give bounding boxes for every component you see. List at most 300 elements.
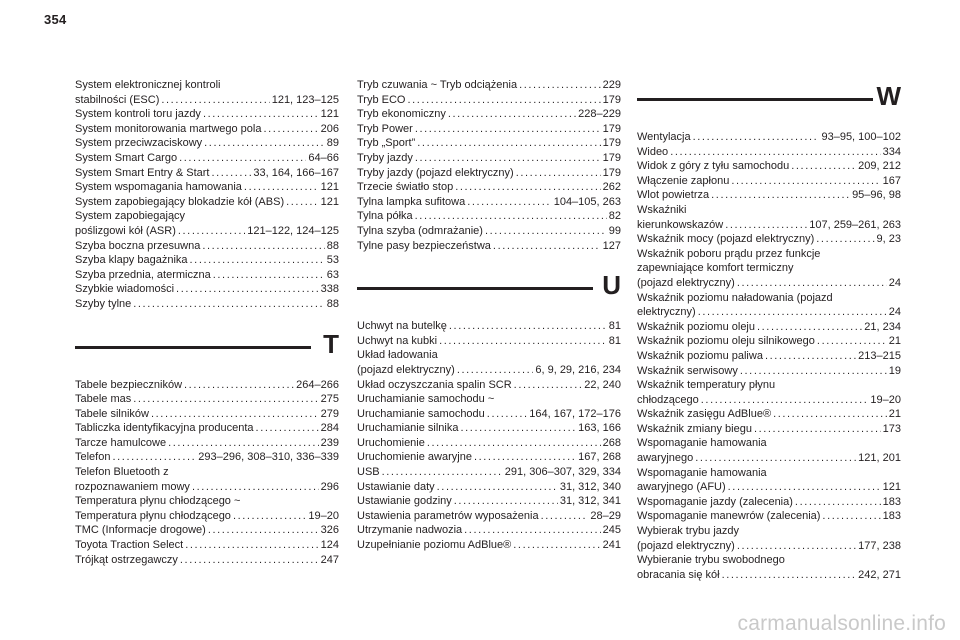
- index-entry-text: Wskaźnik poziomu oleju silnikowego: [637, 335, 815, 348]
- index-entry-pages: 127: [602, 239, 621, 252]
- dot-leader: [695, 451, 856, 466]
- dot-leader: [493, 239, 601, 254]
- index-entry-pages: 31, 312, 340: [559, 480, 621, 493]
- dot-leader: [204, 136, 325, 151]
- index-entry-pages: 264–266: [296, 378, 339, 391]
- dot-leader: [698, 305, 887, 320]
- index-entry-text: Włączenie zapłonu: [637, 174, 730, 187]
- index-entry-pages: 6, 9, 29, 216, 234: [535, 363, 621, 376]
- index-entry-text: Ustawianie daty: [357, 480, 435, 493]
- index-entry-pages: 121: [320, 181, 339, 194]
- index-entry-text: Wskaźnik zmiany biegu: [637, 422, 752, 435]
- index-entry-pages: 121–122, 124–125: [247, 224, 339, 237]
- index-entry: [637, 495, 901, 510]
- index-entry-text: Tylna półka: [357, 210, 413, 223]
- dot-leader: [208, 523, 319, 538]
- index-entry-text: Tryb „Sport”: [357, 137, 416, 150]
- dot-leader: [455, 180, 600, 195]
- index-entry-pages: 275: [320, 393, 339, 406]
- index-entry-line: [75, 253, 339, 268]
- index-entry-pages: 24: [888, 306, 901, 319]
- index-entry-line: [357, 436, 621, 451]
- index-entry-pages: 82: [608, 210, 621, 223]
- index-entry: [75, 151, 339, 166]
- index-entry-line: [75, 151, 339, 166]
- index-entry-line: [357, 319, 621, 334]
- letter-header: [637, 78, 901, 118]
- index-entry-text: Wybieranie trybu swobodnego: [637, 554, 785, 567]
- index-entry: [357, 209, 621, 224]
- index-entry-line: [75, 297, 339, 312]
- index-entry-line: [357, 239, 621, 254]
- index-entry: [637, 334, 901, 349]
- index-entry-text: Wentylacja: [637, 131, 691, 143]
- index-entry: [637, 145, 901, 160]
- dot-leader: [192, 480, 319, 495]
- index-entry-line: [357, 334, 621, 349]
- index-entry-pages: 167, 268: [578, 451, 621, 464]
- index-entry-pages: 9, 23: [876, 233, 901, 246]
- index-entry-text: zapewniające komfort termiczny: [637, 262, 794, 275]
- index-entry: [75, 282, 339, 297]
- index-entry-line: [637, 509, 901, 524]
- index-entry-line: [357, 465, 621, 480]
- index-entry-pages: 107, 259–261, 263: [809, 218, 901, 231]
- index-entry-text: Tryb ECO: [357, 93, 406, 106]
- index-entry-line: [75, 407, 339, 422]
- index-entry: [75, 209, 339, 238]
- index-entry-text: System elektronicznej kontroli: [75, 79, 221, 91]
- index-entry-line: [75, 268, 339, 283]
- dot-leader: [190, 253, 325, 268]
- index-entry-pages: 24: [888, 276, 901, 289]
- index-entry-text: kierunkowskazów: [637, 218, 724, 231]
- index-entry-text: Uchwyt na kubki: [357, 334, 438, 347]
- dot-leader: [168, 436, 319, 451]
- dot-leader: [725, 218, 807, 233]
- index-entry-line: [637, 407, 901, 422]
- index-entry-pages: 121: [882, 481, 901, 494]
- index-entry-pages: 88: [326, 239, 339, 252]
- index-entry-pages: 22, 240: [584, 378, 621, 391]
- index-entry: [357, 421, 621, 436]
- index-entry-pages: 93–95, 100–102: [821, 131, 901, 143]
- index-entry-text: (pojazd elektryczny): [637, 276, 735, 289]
- index-entry-text: Temperatura płynu chłodzącego: [75, 509, 231, 522]
- index-entry-line: [357, 122, 621, 137]
- dot-leader: [439, 334, 607, 349]
- index-entry: [357, 538, 621, 553]
- index-entry-text: Szyba przednia, atermiczna: [75, 268, 211, 281]
- index-entry-line: [357, 209, 621, 224]
- index-entry-text: Szyby tylne: [75, 297, 132, 310]
- index-entry-text: Szyba klapy bagażnika: [75, 254, 188, 267]
- index-entry-pages: 239: [320, 436, 339, 449]
- dot-leader: [437, 480, 558, 495]
- index-entry: [637, 130, 901, 145]
- index-entry: [75, 239, 339, 254]
- index-entry: [637, 349, 901, 364]
- index-entry: [637, 524, 901, 553]
- index-entry: [75, 107, 339, 122]
- index-entry-text: Wlot powietrza: [637, 189, 710, 202]
- index-entry-text: Układ oczyszczania spalin SCR: [357, 378, 512, 391]
- dot-leader: [485, 224, 607, 239]
- index-entry-line: [357, 509, 621, 524]
- index-entry: [357, 348, 621, 377]
- index-entry-line: [637, 305, 901, 320]
- index-entry: [357, 122, 621, 137]
- index-entry-line: [75, 480, 339, 495]
- index-entry-text: Ustawianie godziny: [357, 495, 452, 508]
- dot-leader: [161, 93, 269, 108]
- index-entry-text: Wskaźnik poziomu paliwa: [637, 349, 763, 362]
- index-entry-pages: 296: [320, 480, 339, 493]
- index-entry: [357, 392, 621, 421]
- index-entry: [357, 224, 621, 239]
- dot-leader: [740, 364, 887, 379]
- index-entry-line: [637, 349, 901, 364]
- index-entry-pages: 268: [602, 436, 621, 449]
- dot-leader: [816, 232, 874, 247]
- index-entry: [637, 291, 901, 320]
- index-entry-pages: 21, 234: [864, 320, 901, 333]
- index-entry: [357, 480, 621, 495]
- index-entry-text: Tryb czuwania ~ Tryb odciążenia: [357, 79, 518, 91]
- index-entry-text: Wskaźnik mocy (pojazd elektryczny): [637, 233, 815, 246]
- index-entry: [75, 195, 339, 210]
- index-entry: [637, 320, 901, 335]
- index-entry: [637, 159, 901, 174]
- index-entry-pages: 64–66: [308, 151, 339, 164]
- index-entry-pages: 121: [320, 195, 339, 208]
- index-entry-text: Tarcze hamulcowe: [75, 436, 167, 449]
- index-entry: [637, 364, 901, 379]
- index-entry-text: Wspomaganie hamowania: [637, 466, 767, 479]
- index-entry-line: [637, 232, 901, 247]
- index-section: [357, 267, 621, 553]
- dot-leader: [693, 130, 820, 145]
- index-entry-text: (pojazd elektryczny): [357, 363, 455, 376]
- index-entry-text: Tryb Power: [357, 122, 413, 135]
- dot-leader: [133, 297, 325, 312]
- dot-leader: [415, 209, 607, 224]
- dot-leader: [722, 568, 857, 583]
- index-entry-pages: 28–29: [590, 509, 621, 522]
- dot-leader: [233, 509, 306, 524]
- index-entry-pages: 179: [602, 151, 621, 164]
- index-entry-pages: 89: [326, 137, 339, 150]
- index-entry-text: Układ ładowania: [357, 349, 438, 362]
- index-entry-text: Tabele silników: [75, 407, 149, 420]
- dot-leader: [461, 421, 577, 436]
- dot-leader: [454, 494, 558, 509]
- index-entry-line: [637, 568, 901, 583]
- section-letter: U: [602, 270, 621, 301]
- index-entry-line: [637, 145, 901, 160]
- dot-leader: [112, 450, 196, 465]
- index-entry-line: [75, 450, 339, 465]
- index-entry: [75, 78, 339, 107]
- index-entry-line: [637, 174, 901, 189]
- index-entry-text: Wspomaganie hamowania: [637, 437, 767, 450]
- index-entry: [75, 421, 339, 436]
- index-entry-text: Tryby jazdy (pojazd elektryczny): [357, 166, 514, 179]
- index-entry-line: [357, 136, 621, 151]
- index-entry-pages: 293–296, 308–310, 336–339: [198, 451, 339, 464]
- index-entry-line: [357, 378, 621, 393]
- index-entry: [637, 553, 901, 582]
- index-entry: [357, 509, 621, 524]
- index-entry-pages: 338: [320, 283, 339, 296]
- index-entry-text: Tylne pasy bezpieczeństwa: [357, 239, 491, 252]
- index-entry-line: [637, 130, 901, 145]
- index-entry: [75, 297, 339, 312]
- index-entry-text: Uruchomienie: [357, 436, 425, 449]
- index-entry-text: USB: [357, 466, 380, 479]
- index-entry: [357, 93, 621, 108]
- index-entry: [357, 378, 621, 393]
- index-column-3: [637, 78, 901, 582]
- index-entry-line: [637, 393, 901, 408]
- dot-leader: [795, 495, 881, 510]
- index-entry-text: Tylna szyba (odmrażanie): [357, 224, 483, 237]
- index-entry: [75, 268, 339, 283]
- dot-leader: [737, 539, 856, 554]
- index-entry-line: [357, 151, 621, 166]
- index-entry-pages: 81: [608, 334, 621, 347]
- index-section: [637, 78, 901, 582]
- letter-divider-rule: [75, 346, 311, 349]
- index-entry-text: Uruchamianie samochodu: [357, 407, 485, 420]
- index-entry-text: Toyota Traction Select: [75, 539, 184, 552]
- index-entry-line: [75, 436, 339, 451]
- dot-leader: [731, 174, 880, 189]
- index-entry-pages: 124: [320, 539, 339, 552]
- index-entry-text: Tabliczka identyfikacyjna producenta: [75, 422, 254, 435]
- letter-divider-rule: [357, 287, 593, 290]
- index-entry: [75, 553, 339, 568]
- index-entry: [637, 174, 901, 189]
- index-entry: [357, 136, 621, 151]
- index-entry-text: Widok z góry z tyłu samochodu: [637, 160, 790, 173]
- index-entry-line: [637, 480, 901, 495]
- index-entry-pages: 241: [602, 539, 621, 552]
- index-entry: [75, 253, 339, 268]
- index-entry-text: Wspomaganie manewrów (zalecenia): [637, 510, 821, 523]
- index-entry-pages: 334: [882, 145, 901, 158]
- index-entry: [75, 166, 339, 181]
- index-entry-pages: 206: [320, 122, 339, 135]
- index-entry-text: Tryby jazdy: [357, 151, 413, 164]
- index-entry-pages: 121, 123–125: [271, 93, 339, 106]
- dot-leader: [467, 195, 551, 210]
- index-entry-text: System zapobiegający blokadzie kół (ABS): [75, 195, 285, 208]
- index-entry: [357, 239, 621, 254]
- dot-leader: [448, 107, 576, 122]
- index-entry-pages: 179: [602, 166, 621, 179]
- index-entry-text: Wybierak trybu jazdy: [637, 525, 739, 538]
- index-entry-pages: 179: [602, 122, 621, 135]
- index-entry-text: System zapobiegający: [75, 210, 186, 223]
- index-entry: [637, 422, 901, 437]
- index-entry-text: chłodzącego: [637, 393, 699, 406]
- index-entry-text: System Smart Cargo: [75, 151, 178, 164]
- index-section: [75, 78, 339, 312]
- index-entry-line: [75, 224, 339, 239]
- index-entry: [357, 107, 621, 122]
- index-entry: [357, 436, 621, 451]
- dot-leader: [427, 436, 601, 451]
- index-entry-line: [357, 166, 621, 181]
- dot-leader: [185, 538, 318, 553]
- dot-leader: [817, 334, 887, 349]
- section-letter: T: [323, 328, 339, 359]
- dot-leader: [415, 151, 601, 166]
- index-entry-line: [637, 539, 901, 554]
- index-entry: [75, 538, 339, 553]
- index-entry-pages: 279: [320, 407, 339, 420]
- index-entry-pages: 262: [602, 181, 621, 194]
- index-entry-line: [357, 363, 621, 378]
- index-entry-text: obracania się kół: [637, 568, 720, 581]
- index-entry: [357, 319, 621, 334]
- dot-leader: [541, 509, 589, 524]
- index-entry: [357, 450, 621, 465]
- index-entry: [75, 436, 339, 451]
- index-entry-pages: 33, 164, 166–167: [253, 166, 339, 179]
- index-entry-line: [357, 421, 621, 436]
- dot-leader: [773, 407, 887, 422]
- index-entry-line: [75, 282, 339, 297]
- index-entry-text: stabilności (ESC): [75, 93, 160, 106]
- index-entry-text: Uruchamianie silnika: [357, 422, 459, 435]
- index-entry-pages: 173: [882, 422, 901, 435]
- dot-leader: [179, 151, 306, 166]
- index-entry: [357, 523, 621, 538]
- dot-leader: [487, 407, 527, 422]
- dot-leader: [211, 166, 251, 181]
- index-entry-pages: 121, 201: [858, 452, 901, 465]
- index-entry-line: [75, 93, 339, 108]
- index-entry-pages: 81: [608, 320, 621, 333]
- index-entry: [357, 334, 621, 349]
- dot-leader: [382, 465, 503, 480]
- index-entry-line: [75, 553, 339, 568]
- index-entry-text: System kontroli toru jazdy: [75, 108, 201, 121]
- dot-leader: [670, 145, 880, 160]
- index-entry: [637, 466, 901, 495]
- index-entry: [637, 509, 901, 524]
- dot-leader: [765, 349, 856, 364]
- index-entry-text: Wskaźniki: [637, 203, 687, 216]
- index-entry-pages: 19–20: [870, 393, 901, 406]
- index-entry: [357, 465, 621, 480]
- index-entry-pages: 31, 312, 341: [559, 495, 621, 508]
- index-entry-pages: 104–105, 263: [553, 195, 621, 208]
- index-entry-line: [357, 407, 621, 422]
- index-entry: [357, 180, 621, 195]
- index-entry-line: [357, 480, 621, 495]
- index-entry-text: Uruchamianie samochodu ~: [357, 393, 495, 406]
- index-entry-pages: 242, 271: [858, 568, 901, 581]
- dot-leader: [513, 538, 600, 553]
- index-entry-line: [637, 218, 901, 233]
- index-entry-pages: 88: [326, 297, 339, 310]
- dot-leader: [464, 523, 600, 538]
- index-entry-pages: 95–96, 98: [852, 189, 901, 202]
- index-entry-text: Tabele bezpieczników: [75, 378, 183, 391]
- index-entry-line: [357, 450, 621, 465]
- index-entry: [357, 78, 621, 93]
- dot-leader: [711, 188, 850, 203]
- index-entry-text: Ustawienia parametrów wyposażenia: [357, 509, 539, 522]
- index-entry-line: [637, 422, 901, 437]
- index-entry: [75, 136, 339, 151]
- letter-header: [75, 326, 339, 366]
- index-entry: [637, 378, 901, 407]
- index-entry-text: System monitorowania martwego pola: [75, 122, 262, 135]
- index-entry: [357, 151, 621, 166]
- index-entry-line: [75, 509, 339, 524]
- index-entry-line: [75, 180, 339, 195]
- index-entry-line: [357, 523, 621, 538]
- dot-leader: [256, 421, 319, 436]
- dot-leader: [203, 107, 319, 122]
- dot-leader: [737, 276, 887, 291]
- index-entry-text: Tryb ekonomiczny: [357, 108, 446, 121]
- index-entry-line: [357, 180, 621, 195]
- dot-leader: [202, 239, 324, 254]
- index-entry-text: Wskaźnik temperatury płynu: [637, 379, 776, 392]
- dot-leader: [415, 122, 601, 137]
- index-entry-pages: 183: [882, 495, 901, 508]
- dot-leader: [822, 509, 880, 524]
- index-entry-text: Uzupełnianie poziomu AdBlue®: [357, 539, 512, 552]
- index-entry-line: [75, 392, 339, 407]
- index-entry-line: [75, 239, 339, 254]
- dot-leader: [701, 393, 869, 408]
- index-entry-line: [75, 421, 339, 436]
- index-entry-pages: 21: [888, 408, 901, 421]
- dot-leader: [514, 378, 583, 393]
- index-entry-text: Wideo: [637, 145, 669, 158]
- dot-leader: [244, 180, 319, 195]
- dot-leader: [457, 363, 534, 378]
- dot-leader: [286, 195, 319, 210]
- index-entry: [75, 407, 339, 422]
- index-entry: [75, 465, 339, 494]
- index-entry: [75, 494, 339, 523]
- index-entry: [75, 180, 339, 195]
- dot-leader: [184, 378, 294, 393]
- dot-leader: [474, 450, 576, 465]
- index-entry-text: System Smart Entry & Start: [75, 166, 210, 179]
- index-entry-line: [357, 93, 621, 108]
- index-entry-line: [75, 523, 339, 538]
- index-entry-text: Wskaźnik serwisowy: [637, 364, 738, 377]
- index-entry-pages: 209, 212: [858, 160, 901, 173]
- index-entry-text: Wskaźnik zasięgu AdBlue®: [637, 408, 772, 421]
- index-entry-line: [637, 320, 901, 335]
- index-entry-pages: 21: [888, 335, 901, 348]
- dot-leader: [213, 268, 325, 283]
- index-entry: [357, 494, 621, 509]
- index-entry-pages: 19–20: [308, 509, 339, 522]
- index-entry-text: elektryczny): [637, 306, 696, 319]
- dot-leader: [178, 224, 245, 239]
- index-entry: [75, 523, 339, 538]
